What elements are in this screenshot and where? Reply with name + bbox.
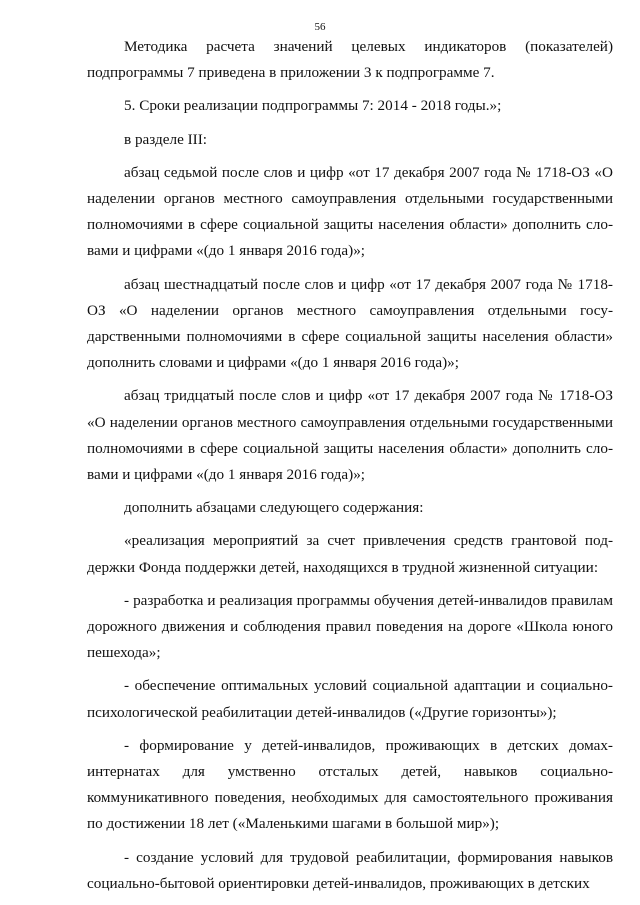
list-item-communication-skills: - формирование у детей-инвалидов, проживающих в детских домах-интернатах для умственно отсталых детей, навыков социально-коммуникативного поведения, необходимых для самостоятельного проживания по достижении 18 лет («Маленькими шагами в большой мир»); <box>87 736 613 833</box>
paragraph-seventh-amendment: абзац седьмой после слов и цифр «от 17 декабря 2007 года № 1718-ОЗ «О наделении органов местного самоуправления отдельными государственными полномочиями в сфере социальной защиты населения области» дополнить словами и цифрами «(до 1 января 2016 года)»; <box>87 163 613 260</box>
page-number: 56 <box>314 21 326 33</box>
list-item-labor-rehabilitation: - создание условий для трудовой реабилитации, формирования навыков социально-бытовой ориентировки детей-инвалидов, проживающих в детских <box>87 848 613 892</box>
paragraph-sixteenth-amendment: абзац шестнадцатый после слов и цифр «от 17 декабря 2007 года № 1718-ОЗ «О наделении органов местного самоуправления отдельными государственными полномочиями в сфере социальной защиты населения области» дополнить словами и цифрами «(до 1 января 2016 года)»; <box>87 275 613 372</box>
paragraph-section-three: в разделе III: <box>124 130 208 148</box>
list-item-road-safety-program: - разработка и реализация программы обучения детей-инвалидов правилам дорожного движения и соблюдения правил поведения на дороге «Школа юного пешехода»; <box>87 591 613 662</box>
list-item-social-adaptation: - обеспечение оптимальных условий социальной адаптации и социально-психологической реабилитации детей-инвалидов («Другие горизонты»); <box>87 677 613 721</box>
paragraph-supplement-intro: дополнить абзацами следующего содержания: <box>124 499 424 517</box>
paragraph-grant-support: «реализация мероприятий за счет привлечения средств грантовой поддержки Фонда поддержки детей, находящихся в трудной жизненной ситуации: <box>87 532 613 576</box>
paragraph-implementation-period: 5. Сроки реализации подпрограммы 7: 2014 - 2018 годы.»; <box>124 97 502 115</box>
paragraph-methodology: Методика расчета значений целевых индикаторов (показателей) подпрограммы 7 приведена в приложении 3 к подпрограмме 7. <box>87 38 613 82</box>
paragraph-thirtieth-amendment: абзац тридцатый после слов и цифр «от 17 декабря 2007 года № 1718-ОЗ «О наделении органов местного самоуправления отдельными государственными полномочиями в сфере социальной защиты населения области» дополнить словами и цифрами «(до 1 января 2016 года)»; <box>87 387 613 484</box>
document-body <box>87 34 613 897</box>
